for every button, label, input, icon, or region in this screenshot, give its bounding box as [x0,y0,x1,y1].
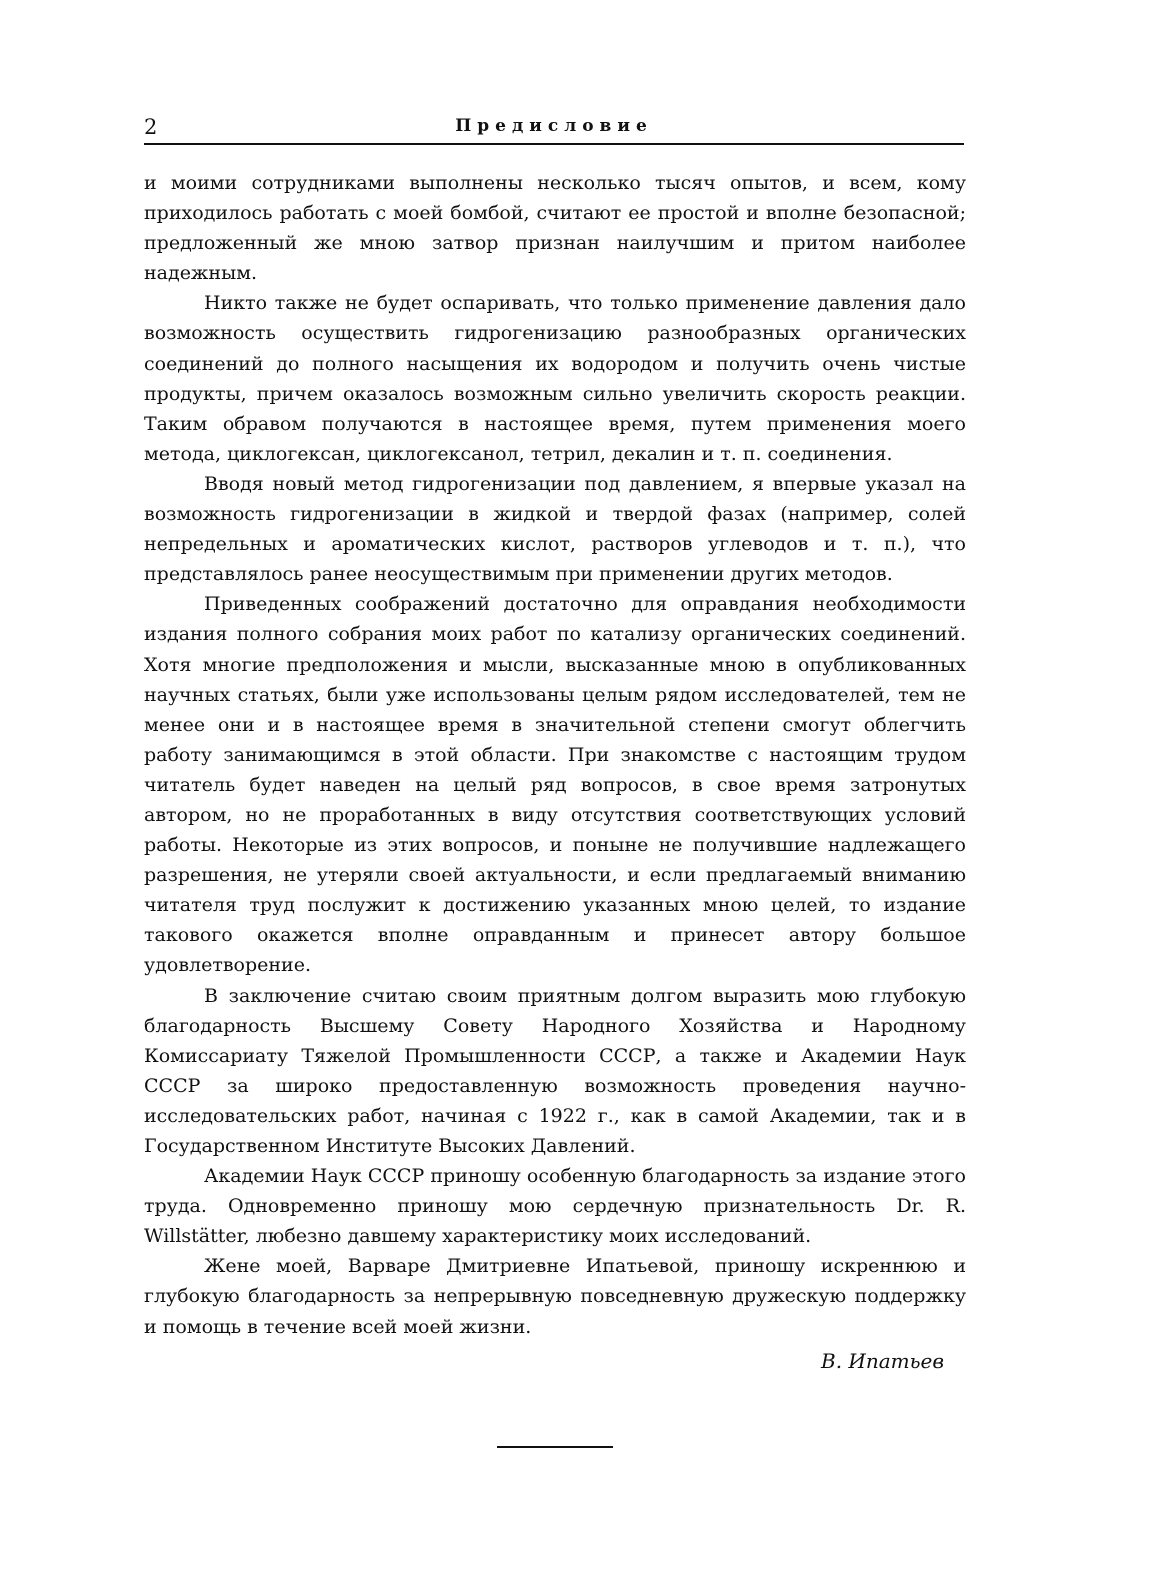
body-text [144,168,966,1376]
paragraph-pressure-hydrogenation: Никто также не будет оспаривать, что только применение давления дало возможность осуществить гидрогенизацию разнообразных органических соединений до полного насыщения их водородом и получить очень чистые продукты, причем оказалось возможным сильно увеличить скорость реакции. Таким обравом получаются в настоящее время, путем применения моего метода, циклогексан, циклогексанол, тетрил, декалин и т. п. соединения. [144,292,966,465]
paragraph-collected-works: Приведенных соображений достаточно для оправдания необходимости издания полного собрания моих работ по катализу органических соединений. Хотя многие предположения и мысли, высказанные мною в опубликованных научных статьях, были уже использованы целым рядом исследователей, тем не менее они и в настоящее время в значительной степени смогут облегчить работу занимающимся в этой области. При знакомстве с настоящим трудом читатель будет наведен на целый ряд вопросов, в свое время затронутых автором, но не проработанных в виду отсутствия соответствующих условий работы. Некоторые из этих вопросов, и поныне не получившие надлежащего разрешения, не утеряли своей актуальности, и если предлагаемый вниманию читателя труд послужит к достижению указанных мною целей, то издание такового окажется вполне оправданным и принесет автору большое удовлетворение. [144,593,966,977]
paragraph-new-method: Вводя новый метод гидрогенизации под давлением, я впервые указал на возможность гидрогенизации в жидкой и твердой фазах (например, солей непредельных и ароматических кислот, растворов углеводов и т. п.), что представлялось ранее неосуществимым при применении других методов. [144,472,966,586]
page-header [144,113,964,145]
author-signature: В. Ипатьев [821,1348,944,1373]
paragraph-continuation: и моими сотрудниками выполнены несколько тысяч опытов, и всем, кому приходилось работать с моей бомбой, считают ее простой и вполне безопасной; предложенный же мною затвор признан наилучшим и притом наиболее надежным. [144,172,966,285]
paragraph-gratitude-institutions: В заключение считаю своим приятным долгом выразить мою глубокую благодарность Высшему Совету Народного Хозяйства и Народному Комиссариату Тяжелой Промышленности СССР, а также и Академии Наук СССР за широко предоставленную возможность проведения научно-исследовательских работ, начиная с 1922 г., как в самой Академии, так и в Государственном Институте Высоких Давлений. [144,984,966,1157]
paragraph-gratitude-wife: Жене моей, Варваре Дмитриевне Ипатьевой, приношу искреннюю и глубокую благодарность за непрерывную повседневную дружескую поддержку и помощь в течение всей моей жизни. [144,1255,966,1338]
running-title: Предисловие [455,116,653,136]
page-number: 2 [144,115,158,139]
end-rule-divider [497,1446,613,1448]
paragraph-gratitude-academy: Академии Наук СССР приношу особенную благодарность за издание этого труда. Одновременно приношу мою сердечную признательность Dr. R. Willstätter, любезно давшему характеристику моих исследований. [144,1165,966,1248]
